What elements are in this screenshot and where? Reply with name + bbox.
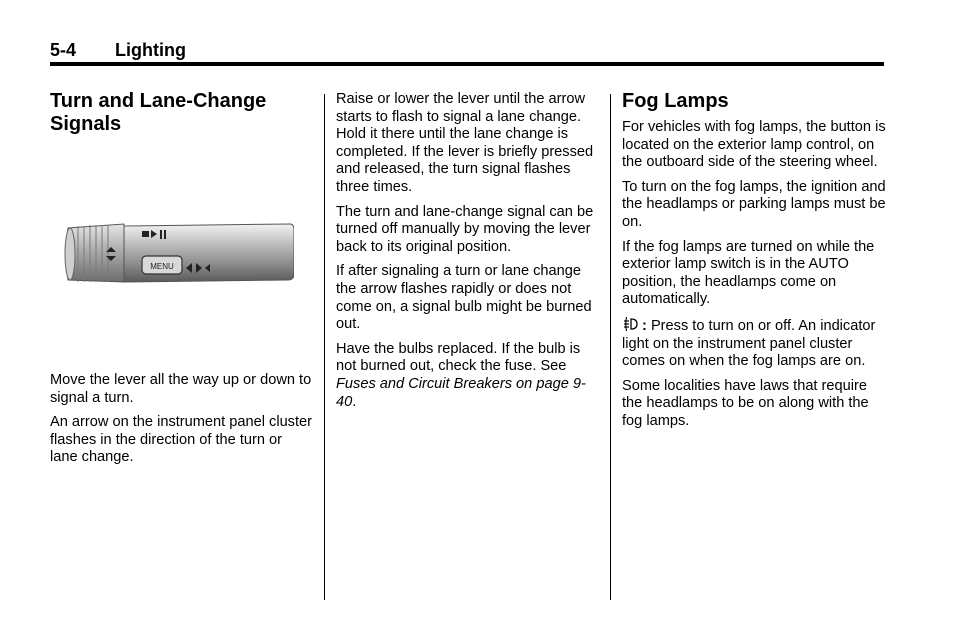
fog-lamp-button-text: Press to turn on or off. An indicator light on the instrument panel cluster comes on when the fog lamps are on. [622,317,876,370]
header-rule [50,62,884,66]
section-title: Lighting [115,40,186,60]
fog-lamp-button-description [622,316,887,371]
paragraph: If after signaling a turn or lane change the arrow flashes rapidly or does not come on, a signal bulb might be burned out. [336,263,592,333]
paragraph: Some localities have laws that require the headlamps to be on along with the fog lamps. [622,377,869,429]
paragraph: An arrow on the instrument panel cluster flashes in the direction of the turn or lane change. [50,414,313,466]
column-fog-lamps [622,90,887,438]
svg-text:MENU: MENU [150,262,174,271]
turn-signal-lever-figure [62,218,294,286]
fog-lamp-icon [622,316,638,332]
paragraph-text: Have the bulbs replaced. If the bulb is not burned out, check the fuse. See [336,340,581,375]
paragraph: For vehicles with fog lamps, the button is located on the exterior lamp control, on the outboard side of the steering wheel. [622,119,886,171]
paragraph: The turn and lane-change signal can be turned off manually by moving the lever back to its original position. [336,203,594,255]
paragraph: Move the lever all the way up or down to signal a turn. [50,372,312,406]
paragraph: Raise or lower the lever until the arrow starts to flash to signal a lane change. Hold it there until the lane change is completed. If the lever is briefly pressed and released, the turn signal flashes three times. [336,91,594,195]
column-turn-signals-continued [336,91,596,418]
turn-signals-heading: Turn and Lane-Change Signals [50,90,267,135]
turn-signals-body [50,372,312,474]
paragraph [336,341,596,411]
fog-lamps-heading: Fog Lamps [622,90,729,112]
fuses-cross-reference-link[interactable]: Fuses and Circuit Breakers on page 9-40 [336,375,586,410]
paragraph: If the fog lamps are turned on while the exterior lamp switch is in the AUTO position, the headlamps come on automatically. [622,238,875,308]
column-turn-signals [50,90,312,142]
icon-colon: : [642,317,647,334]
column-divider [324,94,325,600]
paragraph-end: . [352,393,357,410]
column-divider [610,94,611,600]
paragraph: To turn on the fog lamps, the ignition and the headlamps or parking lamps must be on. [622,178,886,230]
page-number: 5-4 [50,40,77,60]
